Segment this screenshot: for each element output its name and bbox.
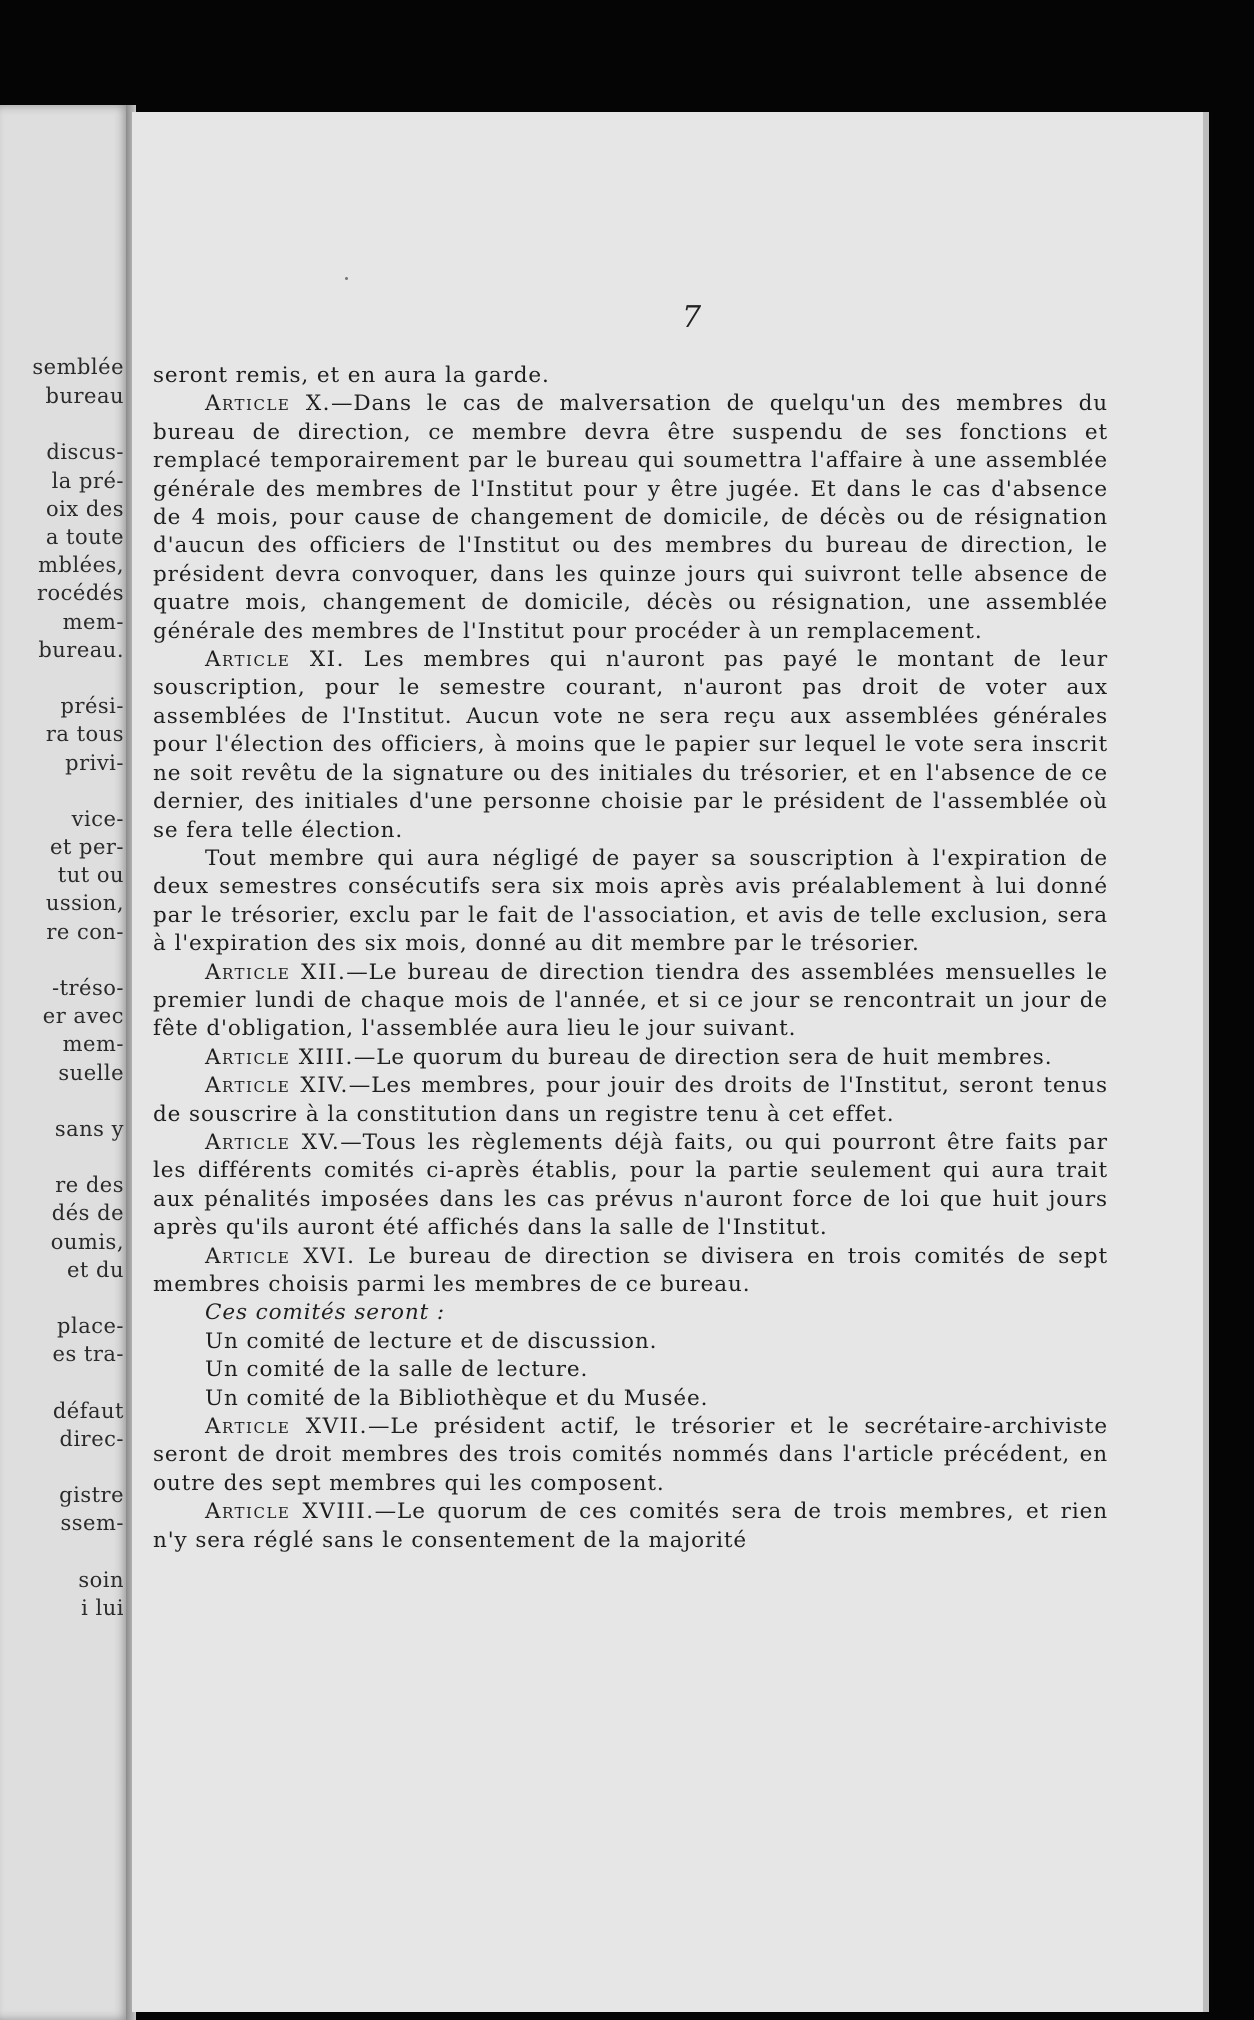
- previous-page-line: privi-: [65, 751, 124, 775]
- paragraph-text: seront remis, et en aura la garde.: [153, 363, 550, 388]
- previous-page-line: mblées,: [38, 553, 124, 577]
- previous-page-line: suelle: [58, 1061, 124, 1085]
- previous-page-line: discus-: [46, 440, 124, 464]
- paragraph: [153, 1356, 1108, 1384]
- article-heading: Article XVI.: [205, 1243, 356, 1269]
- paragraph-text: —Le quorum de ces comités sera de trois membres, et rien n'y sera réglé sans le consentement de la majorité: [153, 1499, 1108, 1553]
- previous-page-line: re des: [55, 1173, 124, 1197]
- paragraph-text: —Tous les règlements déjà faits, ou qui pourront être faits par les différents comités ci-après établis, pour la partie seulement qui aura trait aux pénalités imposées dans les cas prévus n'auront force de loi que huit jours après qu'ils auront été affichés dans la salle de l'Institut.: [153, 1129, 1108, 1241]
- previous-page-line: soin: [78, 1568, 124, 1592]
- paragraph-text: —Le bureau de direction tiendra des assemblées mensuelles le premier lundi de chaque mois de l'année, et si ce jour se rencontrait un jour de fête d'obligation, l'assemblée aura lieu le jour suivant.: [153, 959, 1108, 1042]
- previous-page-line: re con-: [46, 920, 124, 944]
- previous-page-line: prési-: [60, 694, 124, 718]
- previous-page-line: défaut: [52, 1399, 124, 1423]
- previous-page-line: place-: [57, 1314, 124, 1338]
- previous-page-line: et du: [66, 1258, 124, 1282]
- article-heading: Article XIII.: [205, 1044, 354, 1070]
- previous-page-line: direc-: [59, 1427, 124, 1451]
- paragraph-text: Un comité de la Bibliothèque et du Musée.: [205, 1385, 709, 1411]
- previous-page-line: er avec: [42, 1004, 124, 1028]
- article-heading: Article XIV.: [205, 1073, 349, 1099]
- paragraph-text: Un comité de lecture et de discussion.: [205, 1328, 658, 1354]
- article-paragraph: [153, 959, 1108, 1044]
- previous-page-line: vice-: [71, 807, 124, 831]
- article-paragraph: [153, 390, 1108, 646]
- paragraph: [153, 362, 1108, 390]
- previous-page-line: ssem-: [60, 1511, 124, 1535]
- previous-page-line: oumis,: [50, 1230, 124, 1254]
- paragraph-text: Tout membre qui aura négligé de payer sa souscription à l'expiration de deux semestres consécutifs sera six mois après avis préalablement à lui donné par le trésorier, exclu par le fait de l'association, et avis de telle exclusion, sera à l'expiration des six mois, donné au dit membre par le trésorier.: [153, 845, 1108, 957]
- previous-page-line: la pré-: [51, 469, 124, 493]
- article-heading: Article X.: [205, 391, 331, 417]
- paragraph: [153, 1299, 1108, 1327]
- previous-page-line: semblée: [32, 355, 124, 379]
- paragraph-text: Les membres qui n'auront pas payé le montant de leur souscription, pour le semestre courant, n'auront pas droit de voter aux assemblées de l'Institut. Aucun vote ne sera reçu aux assemblées générales pour l'élection des officiers, à moins que le papier sur lequel le vote sera inscrit ne soit revêtu de la signature ou des initiales du trésorier, et en l'absence de ce dernier, des initiales d'une personne choisie par le président de l'assemblée où se fera telle élection.: [153, 647, 1108, 843]
- previous-page-line: dés de: [51, 1201, 124, 1225]
- previous-page-line: et per-: [49, 835, 124, 859]
- paragraph-text: —Le quorum du bureau de direction sera de huit membres.: [353, 1044, 1053, 1070]
- paragraph: [153, 1385, 1108, 1413]
- article-paragraph: [153, 1044, 1108, 1072]
- body-text: [153, 362, 1108, 1555]
- previous-page-line: sans y: [54, 1117, 124, 1141]
- article-paragraph: [153, 646, 1108, 845]
- previous-page-line: a toute: [45, 525, 124, 549]
- paragraph-text: Un comité de la salle de lecture.: [205, 1357, 589, 1383]
- article-paragraph: [153, 1129, 1108, 1243]
- page-number: 7: [682, 300, 702, 335]
- previous-page-line: rocédés: [36, 581, 124, 605]
- article-heading: Article XI.: [205, 647, 345, 673]
- previous-page-line: oix des: [45, 497, 124, 521]
- paragraph-text: Le bureau de direction se divisera en trois comités de sept membres choisis parmi les membres de ce bureau.: [153, 1243, 1108, 1297]
- article-heading: Article XV.: [205, 1129, 341, 1155]
- previous-page-line: bureau.: [38, 638, 124, 662]
- previous-page-line: bureau: [45, 384, 124, 408]
- paragraph: [153, 845, 1108, 959]
- article-heading: Article XVII.: [205, 1414, 368, 1440]
- speck: [345, 277, 348, 280]
- previous-page-line: ussion,: [45, 891, 124, 915]
- article-paragraph: [153, 1072, 1108, 1129]
- article-heading: Article XII.: [205, 959, 347, 985]
- previous-page-line: i lui: [81, 1596, 124, 1620]
- article-paragraph: [153, 1498, 1108, 1555]
- article-paragraph: [153, 1243, 1108, 1300]
- paragraph-text: —Le président actif, le trésorier et le secrétaire-archiviste seront de droit membres des trois comités nommés dans l'article précédent, en outre des sept membres qui les composent.: [153, 1414, 1108, 1496]
- previous-page-line: gistre: [59, 1483, 124, 1507]
- previous-page-line: es tra-: [52, 1342, 124, 1366]
- previous-page-line: -tréso-: [51, 976, 124, 1000]
- article-paragraph: [153, 1413, 1108, 1498]
- paragraph-text: Ces comités seront :: [205, 1300, 446, 1326]
- page: [132, 112, 1205, 2012]
- paragraph-text: —Dans le cas de malversation de quelqu'un des membres du bureau de direction, ce membre devra être suspendu de ses fonctions et remplacé temporairement par le bureau qui soumettra l'affaire à une assemblée générale des membres de l'Institut pour y être jugée. Et dans le cas d'absence de 4 mois, pour cause de changement de domicile, de décès ou de résignation d'aucun des officiers de l'Institut ou des membres du bureau de direction, le président devra convoquer, dans les quinze jours qui suivront telle absence de quatre mois, changement de domicile, décès ou résignation, une assemblée générale des membres de l'Institut pour procéder à un remplacement.: [153, 391, 1108, 644]
- previous-page-text: [0, 105, 130, 2020]
- previous-page-line: mem-: [62, 1032, 124, 1056]
- previous-page-line: tut ou: [57, 863, 124, 887]
- paragraph-text: —Les membres, pour jouir des droits de l'Institut, seront tenus de souscrire à la constitution dans un registre tenu à cet effet.: [153, 1073, 1108, 1127]
- article-heading: Article XVIII.: [205, 1499, 375, 1525]
- paragraph: [153, 1328, 1108, 1356]
- previous-page-line: mem-: [62, 610, 124, 634]
- previous-page: [0, 105, 130, 2020]
- previous-page-line: ra tous: [45, 722, 124, 746]
